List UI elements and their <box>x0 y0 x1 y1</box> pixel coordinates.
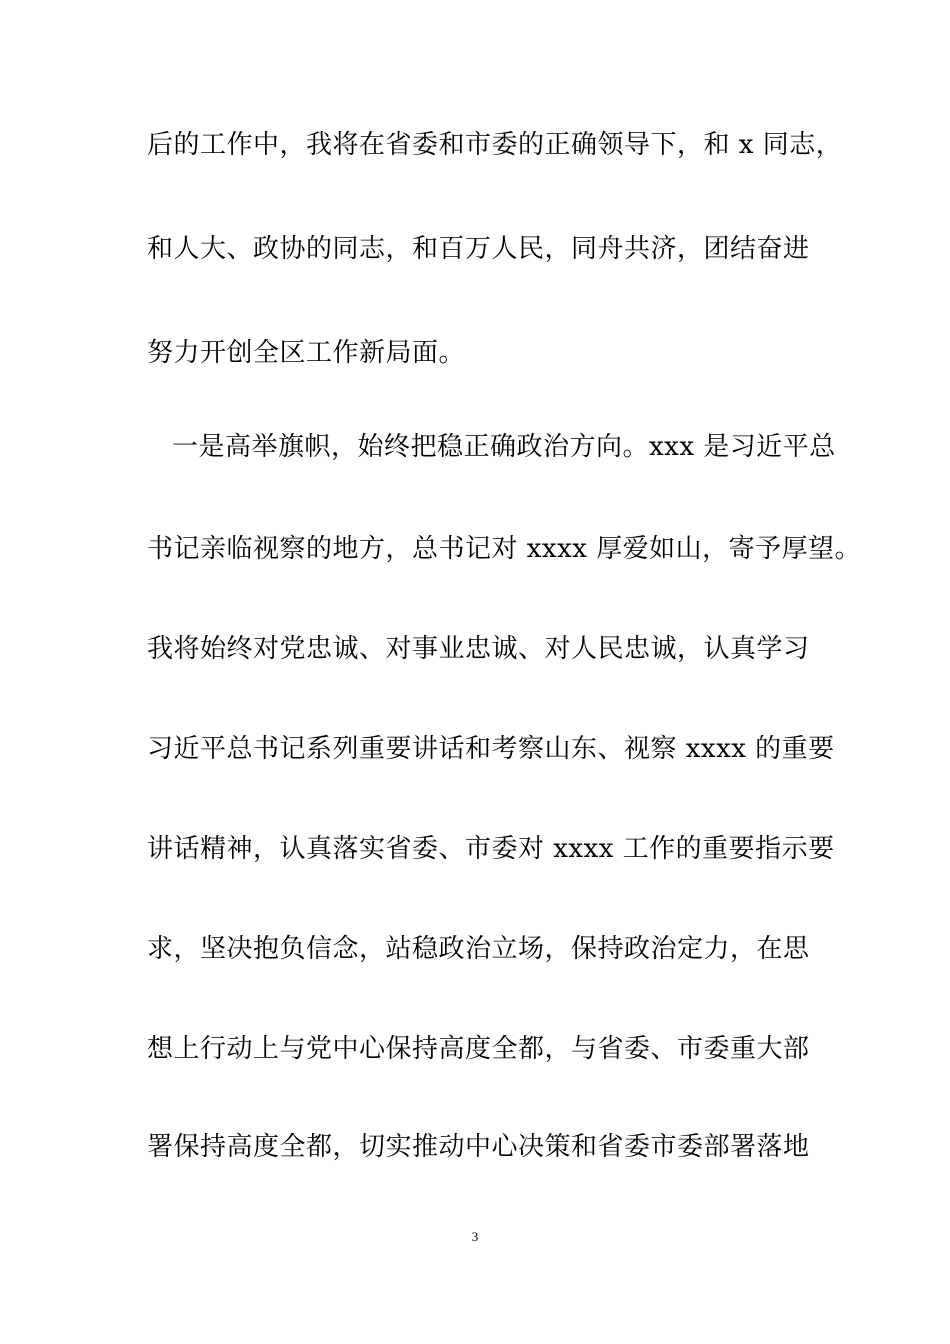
text-line: 我将始终对党忠诚、对事业忠诚、对人民忠诚，认真学习 <box>147 634 810 664</box>
page-number: 3 <box>471 1229 479 1244</box>
text-line: 讲话精神，认真落实省委、市委对 xxxx 工作的重要指示要 <box>147 834 835 864</box>
text-line: 署保持高度全都，切实推动中心决策和省委市委部署落地 <box>147 1132 810 1162</box>
text-line: 书记亲临视察的地方，总书记对 xxxx 厚爱如山，寄予厚望。 <box>147 534 862 564</box>
text-line: 和人大、政协的同志，和百万人民，同舟共济，团结奋进 <box>147 234 810 264</box>
text-line: 努力开创全区工作新局面。 <box>147 338 466 368</box>
text-line: 一是高举旗帜，始终把稳正确政治方向。xxx 是习近平总 <box>172 432 836 462</box>
text-line: 求，坚决抱负信念，站稳政治立场，保持政治定力，在思 <box>147 934 810 964</box>
text-line: 习近平总书记系列重要讲话和考察山东、视察 xxxx 的重要 <box>147 734 835 764</box>
text-line: 想上行动上与党中心保持高度全都，与省委、市委重大部 <box>147 1034 810 1064</box>
text-line: 后的工作中，我将在省委和市委的正确领导下，和 x 同志， <box>147 130 843 160</box>
